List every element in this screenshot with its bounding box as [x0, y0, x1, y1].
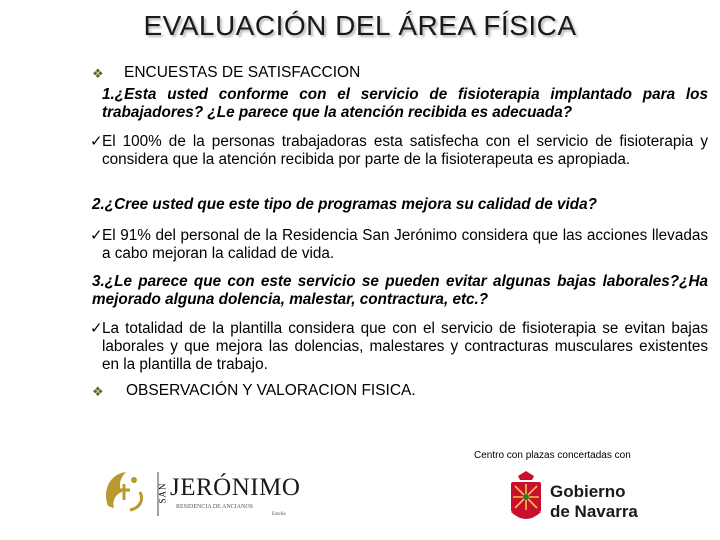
logo-place-label: Estella [272, 512, 286, 517]
footer-note: Centro con plazas concertadas con [474, 450, 631, 461]
answer-2: El 91% del personal de la Residencia San Jerónimo considera que las acciones llevadas a cabo mejoran la calidad de vida. [102, 227, 708, 262]
navarra-shield-icon [508, 470, 544, 526]
section-heading-encuestas: ENCUESTAS DE SATISFACCION [124, 64, 361, 81]
logo-subtitle-label: RESIDENCIA DE ANCIANOS [176, 504, 254, 510]
gobierno-de-navarra-logo [508, 470, 658, 528]
diamond-bullet-icon: ❖ [92, 384, 104, 399]
navarra-line2: de Navarra [550, 502, 638, 521]
answer-1: El 100% de la personas trabajadoras esta satisfecha con el servicio de fisioterapia y considera que la atención recibida por parte de la fisioterapeuta es apropiada. [102, 133, 708, 168]
question-1: 1.¿Esta usted conforme con el servicio de fisioterapia implantado para los trabajadores? ¿Le parece que la atención recibida es adecuada? [102, 86, 708, 121]
page-title: EVALUACIÓN DEL ÁREA FÍSICA [143, 10, 577, 41]
logo-name-label: JERÓNIMO [170, 474, 301, 501]
san-jeronimo-logo [100, 466, 310, 522]
checkmark-icon: ✓ [90, 320, 103, 337]
logo-san-label: SAN [157, 482, 168, 504]
question-2: 2.¿Cree usted que este tipo de programas mejora su calidad de vida? [92, 196, 597, 213]
navarra-line1: Gobierno [550, 482, 626, 501]
checkmark-icon: ✓ [90, 133, 103, 150]
section-heading-observacion: OBSERVACIÓN Y VALORACION FISICA. [126, 382, 416, 399]
diamond-bullet-icon: ❖ [92, 66, 104, 81]
checkmark-icon: ✓ [90, 227, 103, 244]
answer-3: La totalidad de la plantilla considera que con el servicio de fisioterapia se evitan bajas laborales y que mejora las dolencias, malestares y contracturas musculares existentes en la plantilla de trabajo. [102, 320, 708, 373]
question-3: 3.¿Le parece que con este servicio se pueden evitar algunas bajas laborales?¿Ha mejorado alguna dolencia, malestar, contractura, etc.? [92, 273, 708, 308]
